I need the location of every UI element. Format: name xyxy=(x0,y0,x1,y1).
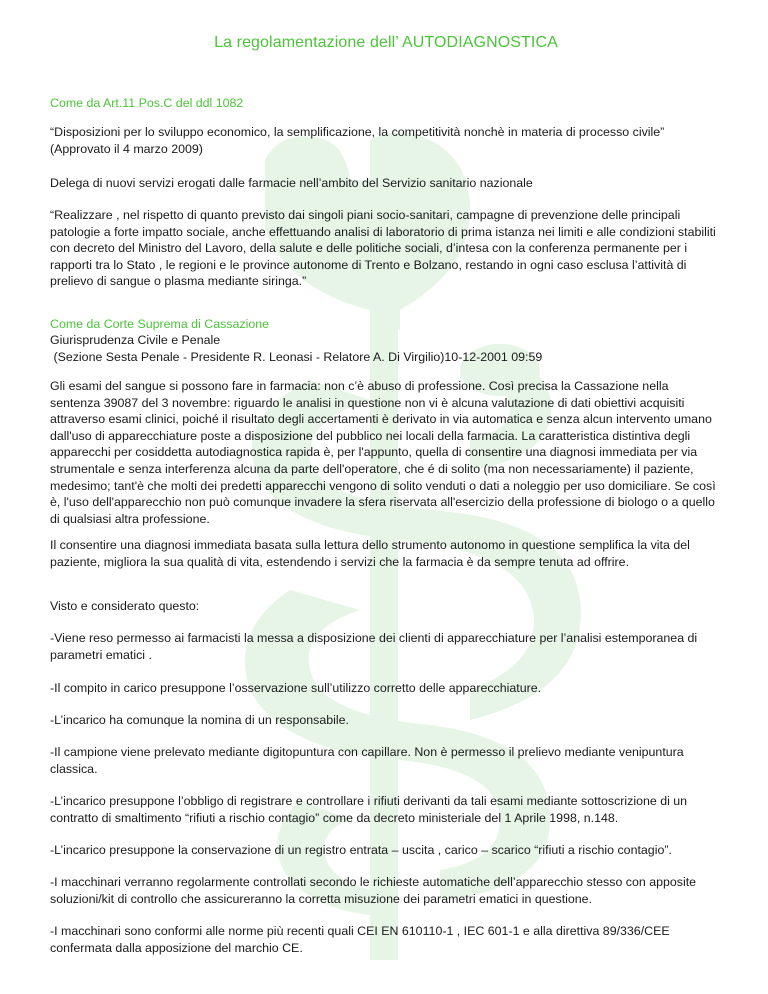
list-item: -I macchinari verranno regolarmente controllati secondo le richieste automatiche dell’apparecchio stesso con apposite soluzioni/kit di controllo che assicureranno la corretta misuzione dei parametri ematici in questione. xyxy=(50,875,697,906)
section2-heading: Come da Corte Suprema di Cassazione xyxy=(50,317,270,331)
list-item: -L’incarico presuppone l’obbligo di registrare e controllare i rifiuti derivanti da tali esami mediante sottoscrizione di un contratto di smaltimento “rifiuti a rischio contagio” come da decreto ministeriale del 1 Aprile 1998, n.148. xyxy=(50,794,688,825)
list-item: -L’incarico presuppone la conservazione di un registro entrata – uscita , carico – scarico “rifiuti a rischio contagio”. xyxy=(50,843,672,857)
list-item: -Viene reso permesso ai farmacisti la messa a disposizione dei clienti di apparecchiature per l’analisi estemporanea di parametri ematici . xyxy=(50,631,698,662)
list-item: -I macchinari sono conformi alle norme più recenti quali CEI EN 610110-1 , IEC 601-1 e alla direttiva 89/336/CEE confermata dalla apposizione del marchio CE. xyxy=(50,924,670,955)
list-item: -Il compito in carico presuppone l’osservazione sull’utilizzo corretto delle apparecchiature. xyxy=(50,681,542,695)
list-item: -Il campione viene prelevato mediante digitopuntura con capillare. Non è permesso il prelievo mediante venipuntura classica. xyxy=(50,745,684,776)
section1-heading: Come da Art.11 Pos.C del ddl 1082 xyxy=(50,96,244,110)
section2-body1: Gli esami del sangue si possono fare in farmacia: non c’è abuso di professione. Così precisa la Cassazione nella sentenza 39087 del 3 novembre: riguardo le analisi in questione non vi è alcuna valutazione di dati obiettivi acquisiti attraverso esami clinici, poiché il risultato degli accertamenti è derivato in via automatica e senza alcun intervento umano dall'uso di apparecchiature poste a disposizione del pubblico nei locali della farmacia. La caratteristica distintiva degli apparecchi per cosiddetta autodiagnostica rapida è, per l'appunto, quella di consentire una diagnosi immediata per via strumentale e senza interferenza alcuna da parte dell'operatore, che é di solito (ma non necessariamente) il paziente, medesimo; tant'è che molti dei predetti apparecchi vengono di solito venduti o dati a noleggio per uso domiciliare. Se così è, l'uso dell'apparecchio non può comunque invadere la sfera riservata all'esercizio della professione di biologo o a quello di qualsiasi altra professione. xyxy=(50,379,716,526)
section2-sub1: Giurisprudenza Civile e Penale xyxy=(50,333,221,347)
list-item: -L’incarico ha comunque la nomina di un responsabile. xyxy=(50,713,349,727)
section3-intro: Visto e considerato questo: xyxy=(50,599,200,613)
section1-delega: Delega di nuovi servizi erogati dalle farmacie nell’ambito del Servizio sanitario nazionale xyxy=(50,176,533,190)
section2-sub2: (Sezione Sesta Penale - Presidente R. Leonasi - Relatore A. Di Virgilio)10-12-2001 09:59 xyxy=(50,350,543,364)
section1-quote: “Realizzare , nel rispetto di quanto previsto dai singoli piani socio-sanitari, campagne di prevenzione delle principali patologie a forte impatto sociale, anche effettuando analisi di laboratorio di prima istanza nei limiti e alle condizioni stabiliti con decreto del Ministro del Lavoro, della salute e delle politiche sociali, d’intesa con la conferenza permanente per i rapporti tra lo Stato , le regioni e le province autonome di Trento e Bolzano, restando in ogni caso esclusa l’attività di prelievo di sangue o plasma mediante siringa.” xyxy=(50,208,716,289)
page-title: La regolamentazione dell’ AUTODIAGNOSTICA xyxy=(214,34,558,51)
section2-body2: Il consentire una diagnosi immediata basata sulla lettura dello strumento autonomo in questione semplifica la vita del paziente, migliora la sua qualità di vita, estendendo i servizi che la farmacia è da sempre tenuta ad offrire. xyxy=(50,538,690,569)
section1-decree: “Disposizioni per lo sviluppo economico, la semplificazione, la competitività nonchè in materia di processo civile” (Approvato il 4 marzo 2009) xyxy=(50,125,665,156)
